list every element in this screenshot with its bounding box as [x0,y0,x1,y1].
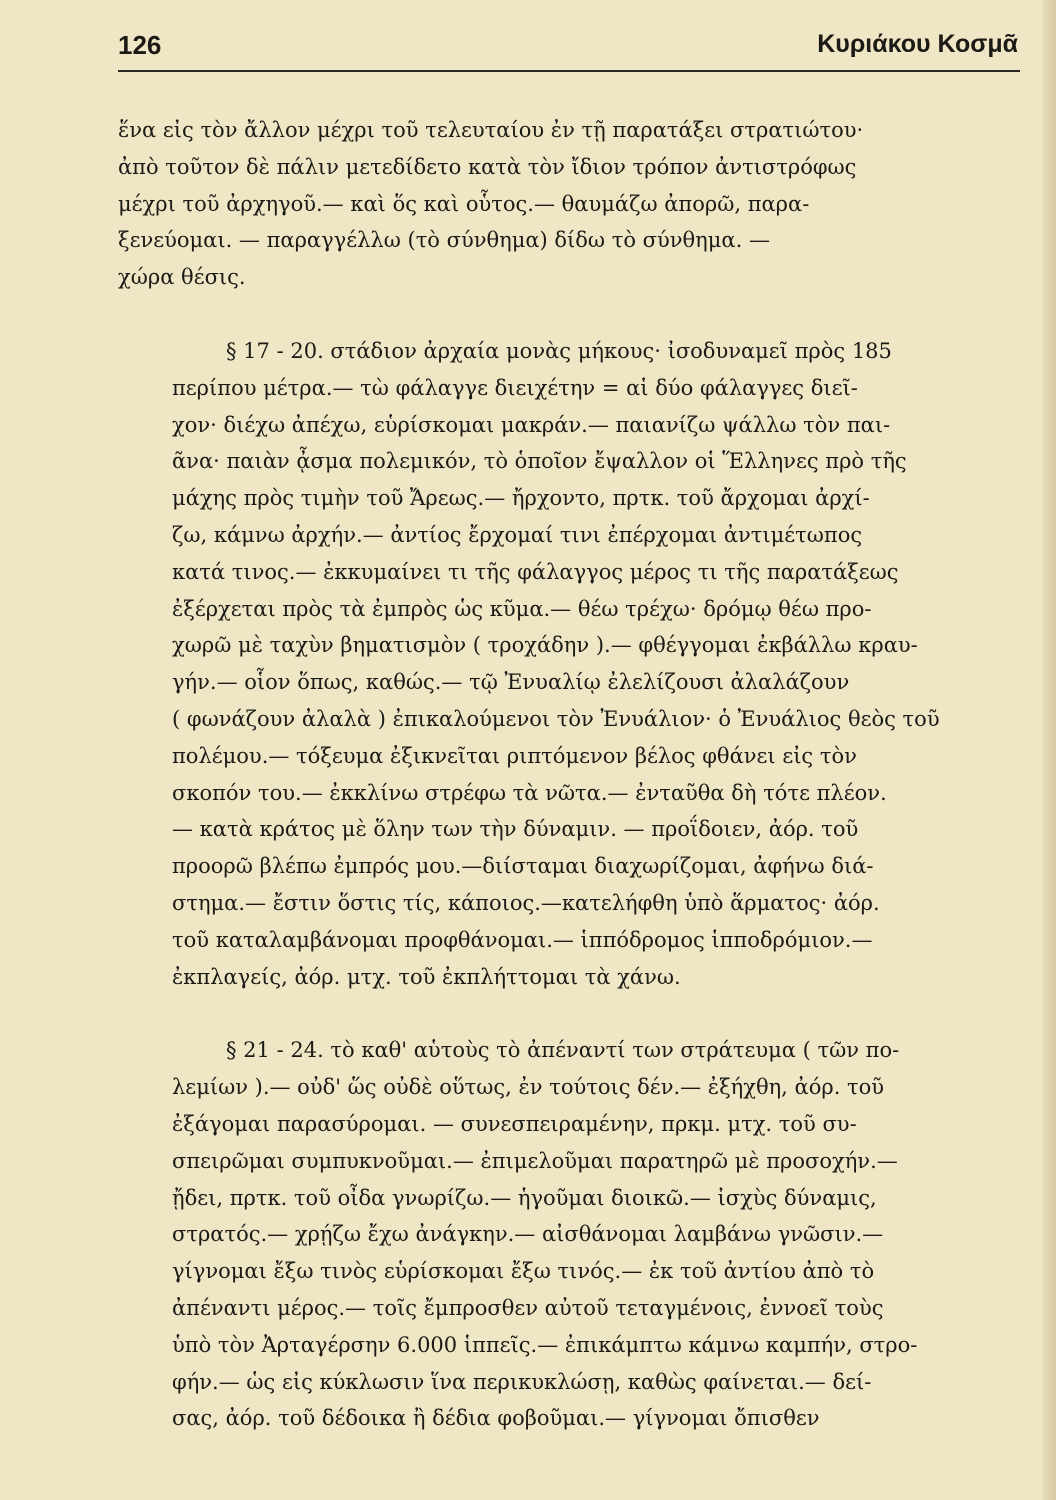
text-line: γίγνομαι ἔξω τινὸς εὑρίσκομαι ἔξω τινός.— ἐκ τοῦ ἀντίου ἀπὸ τὸ [172,1259,875,1284]
paragraph-continuation [118,112,1024,296]
text-line: μάχης πρὸς τιμὴν τοῦ Ἄρεως.— ἤρχοντο, πρτκ. τοῦ ἄρχομαι ἀρχί- [172,486,870,511]
text-line: χωρῶ μὲ ταχὺν βηματισμὸν ( τροχάδην ).— φθέγγομαι ἐκβάλλω κραυ- [172,633,918,658]
paragraph-gap [118,296,1024,333]
text-line: ἕνα εἰς τὸν ἄλλον μέχρι τοῦ τελευταίου ἐν τῇ παρατάξει στρατιώτου· [118,118,864,142]
text-line: § 17 - 20. στάδιον ἀρχαία μονὰς μήκους· ἰσοδυναμεῖ πρὸς 185 [226,338,892,363]
text-line: ἐξάγομαι παρασύρομαι. — συνεσπειραμένην, πρκμ. μτχ. τοῦ συ- [172,1111,857,1136]
text-line: προορῶ βλέπω ἐμπρός μου.—διίσταμαι διαχωρίζομαι, ἀφήνω διά- [172,854,874,879]
text-line: ἐξέρχεται πρὸς τὰ ἐμπρὸς ὡς κῦμα.— θέω τρέχω· δρόμῳ θέω προ- [172,596,872,621]
text-line: χον· διέχω ἀπέχω, εὑρίσκομαι μακράν.— παιανίζω ψάλλω τὸν παι- [172,412,891,437]
page-edge [1042,0,1056,1500]
page-number: 126 [118,30,162,60]
text-line: σκοπόν του.— ἐκκλίνω στρέφω τὰ νῶτα.— ἐνταῦθα δὴ τότε πλέον. [172,780,887,805]
text-line: κατά τινος.— ἐκκυμαίνει τι τῆς φάλαγγος μέρος τι τῆς παρατάξεως [172,559,899,584]
text-line: ἀπέναντι μέρος.— τοῖς ἔμπροσθεν αὐτοῦ τεταγμένοις, ἐννοεῖ τοὺς [172,1295,884,1320]
running-head: Κυριάκου Κοσμᾶ [817,30,1018,58]
text-line: χώρα θέσις. [118,265,246,290]
text-line: πολέμου.— τόξευμα ἐξικνεῖται ριπτόμενον βέλος φθάνει εἰς τὸν [172,743,857,768]
text-line: ἐκπλαγείς, ἀόρ. μτχ. τοῦ ἐκπλήττομαι τὰ χάνω. [172,964,681,989]
text-line: στημα.— ἔστιν ὅστις τίς, κάποιος.—κατελήφθη ὑπὸ ἅρματος· ἀόρ. [172,890,880,915]
page-header [118,30,1018,70]
text-line: γήν.— οἷον ὅπως, καθώς.— τῷ Ἐνυαλίῳ ἐλελίζουσι ἀλαλάζουν [172,670,850,695]
text-line: ἀπὸ τοῦτον δὲ πάλιν μετεδίδετο κατὰ τὸν ἴδιον τρόπον ἀντιστρόφως [118,154,857,179]
paragraph-gap [118,995,1024,1032]
paragraph-section-17-20 [118,333,1024,995]
text-line: φήν.— ὡς εἰς κύκλωσιν ἵνα περικυκλώσῃ, καθὼς φαίνεται.— δεί- [172,1369,872,1394]
text-line: στρατός.— χρῄζω ἔχω ἀνάγκην.— αἰσθάνομαι λαμβάνω γνῶσιν.— [172,1222,884,1247]
paragraph-section-21-24 [118,1032,1024,1437]
text-line: — κατὰ κράτος μὲ ὅλην των τὴν δύναμιν. — προΐδοιεν, ἀόρ. τοῦ [172,817,859,842]
text-line: περίπου μέτρα.— τὼ φάλαγγε διειχέτην = αἱ δύο φάλαγγες διεῖ- [172,375,858,400]
header-rule [118,70,1020,72]
text-line: ᾶνα· παιὰν ᾆσμα πολεμικόν, τὸ ὁποῖον ἔψαλλον οἱ Ἕλληνες πρὸ τῆς [172,449,907,474]
text-line: ζω, κάμνω ἀρχήν.— ἀντίος ἔρχομαί τινι ἐπέρχομαι ἀντιμέτωπος [172,522,863,547]
text-line: μέχρι τοῦ ἀρχηγοῦ.— καὶ ὅς καὶ οὗτος.— θαυμάζω ἀπορῶ, παρα- [118,191,810,216]
text-line: σπειρῶμαι συμπυκνοῦμαι.— ἐπιμελοῦμαι παρατηρῶ μὲ προσοχήν.— [172,1148,898,1173]
body-text [118,112,1024,1437]
text-line: ὑπὸ τὸν Ἀρταγέρσην 6.000 ἱππεῖς.— ἐπικάμπτω κάμνω καμπήν, στρο- [172,1332,918,1357]
text-line: § 21 - 24. τὸ καθ' αὑτοὺς τὸ ἀπέναντί των στράτευμα ( τῶν πο- [226,1038,900,1063]
text-line: ( φωνάζουν ἀλαλὰ ) ἐπικαλούμενοι τὸν Ἐνυάλιον· ὁ Ἐνυάλιος θεὸς τοῦ [172,706,940,731]
text-line: λεμίων ).— οὐδ' ὥς οὐδὲ οὕτως, ἐν τούτοις δέν.— ἐξήχθη, ἀόρ. τοῦ [172,1075,885,1100]
text-line: ᾔδει, πρτκ. τοῦ οἶδα γνωρίζω.— ἡγοῦμαι διοικῶ.— ἰσχὺς δύναμις, [172,1185,877,1210]
text-line: ξενεύομαι. — παραγγέλλω (τὸ σύνθημα) δίδω τὸ σύνθημα. — [118,228,770,253]
text-line: τοῦ καταλαμβάνομαι προφθάνομαι.— ἱππόδρομος ἱπποδρόμιον.— [172,927,873,952]
text-line: σας, ἀόρ. τοῦ δέδοικα ἢ δέδια φοβοῦμαι.— γίγνομαι ὄπισθεν [172,1406,820,1431]
